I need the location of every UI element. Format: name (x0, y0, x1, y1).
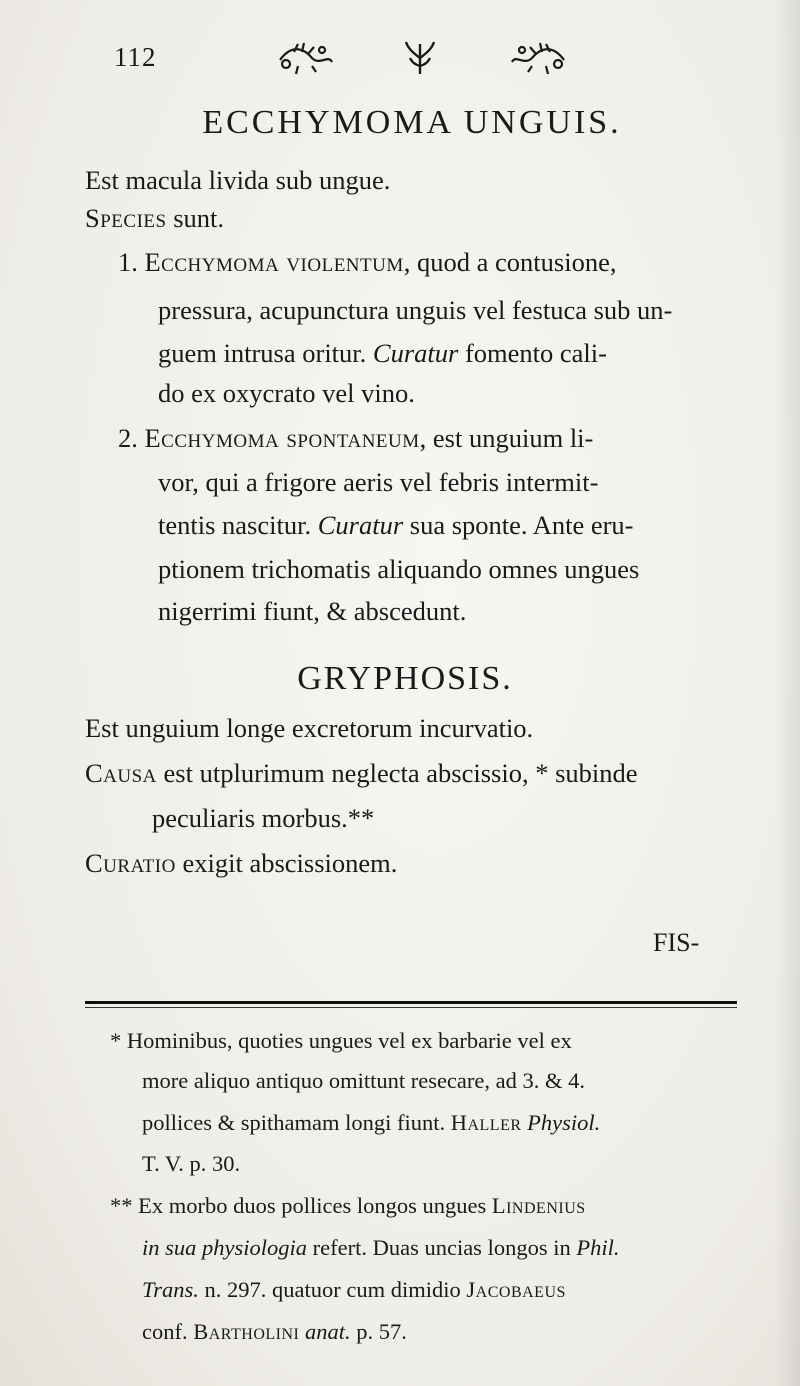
footnote2-author2: Jacobaeus (466, 1277, 566, 1302)
footnote2-line1 (110, 1195, 586, 1218)
item2-line5: nigerrimi fiunt, & abscedunt. (158, 596, 467, 626)
item2-number: 2. (118, 423, 138, 453)
footnote2-mark: ** (110, 1193, 133, 1218)
item2-line3-italic: Curatur (317, 510, 404, 540)
footnote1-mark: * (110, 1028, 122, 1053)
item1-line1 (118, 249, 616, 276)
causa-label: Causa (85, 758, 157, 788)
footnote1-author: Haller (450, 1110, 522, 1135)
sprig-ornament-icon (406, 42, 434, 74)
item1-number: 1. (118, 247, 138, 277)
floral-ornament-icon (280, 43, 332, 74)
footnote1-work: Physiol. (527, 1110, 601, 1135)
item2-line3 (158, 512, 634, 539)
floral-ornament-icon (512, 43, 564, 74)
item2-line3-b: sua sponte. Ante eru- (409, 510, 634, 540)
footnote1-line1 (110, 1030, 572, 1053)
footnote1-line4: T. V. p. 30. (142, 1151, 241, 1176)
causa-text: est utplurimum neglecta abscissio, * subinde (163, 758, 638, 788)
species-label: Species (85, 203, 167, 233)
footnote2-author: Lindenius (491, 1193, 586, 1218)
item2-line1-rest: , est unguium li- (419, 423, 594, 453)
section-title-ecchymoma: ECCHYMOMA UNGUIS. (202, 104, 622, 141)
item2-line1 (118, 425, 593, 452)
footnote2-line4-b: p. 57. (356, 1319, 407, 1344)
curatio-text: exigit abscissionem. (182, 848, 398, 878)
footnote2-trans: Trans. (142, 1277, 199, 1302)
item1-line2: pressura, acupunctura unguis vel festuca sub un- (158, 295, 673, 325)
footnote-rule (85, 1001, 737, 1004)
footnote-rule-thin (85, 1007, 737, 1008)
item2-name: Ecchymoma spontaneum (144, 423, 420, 453)
page-number: 112 (114, 42, 157, 72)
footnote1-line3-a: pollices & spithamam longi fiunt. (142, 1110, 446, 1135)
curatio-label: Curatio (85, 848, 176, 878)
footnote2-line2-text: refert. Duas uncias longos in (312, 1235, 571, 1260)
item1-line3-italic: Curatur (372, 338, 459, 368)
footnote2-anat: anat. (305, 1319, 351, 1344)
item2-line2: vor, qui a frigore aeris vel febris intermit- (158, 467, 599, 497)
footnote2-line4-a: conf. (142, 1319, 188, 1344)
footnote2-line1-text: Ex morbo duos pollices longos ungues (138, 1193, 487, 1218)
species-rest: sunt. (173, 203, 225, 233)
species-line (85, 205, 224, 232)
footnote1-line3 (142, 1112, 600, 1135)
footnote2-line2 (142, 1237, 619, 1260)
item1-line3-a: guem intrusa oritur. (158, 338, 367, 368)
item1-line3-b: fomento cali- (464, 338, 607, 368)
footnote2-work: in sua physiologia (142, 1235, 308, 1260)
causa-line2: peculiaris morbus.** (152, 803, 375, 833)
item1-line3 (158, 340, 607, 367)
footnote2-line3-text: n. 297. quatuor cum dimidio (204, 1277, 461, 1302)
item2-line3-a: tentis nascitur. (158, 510, 312, 540)
item2-line4: ptionem trichomatis aliquando omnes ungues (158, 554, 640, 584)
footnote2-line3 (142, 1279, 566, 1302)
gryphosis-definition: Est unguium longe excretorum incurvatio. (85, 713, 534, 743)
header-ornaments (272, 38, 572, 78)
causa-line (85, 760, 638, 787)
footnote2-journal: Phil. (576, 1235, 620, 1260)
footnote2-line4 (142, 1321, 407, 1344)
item1-name: Ecchymoma violentum (144, 247, 404, 277)
item1-line4: do ex oxycrato vel vino. (158, 378, 415, 408)
item1-line1-rest: , quod a contusione, (403, 247, 617, 277)
footnote1-line1-text: Hominibus, quoties ungues vel ex barbarie vel ex (126, 1028, 572, 1053)
footnote1-line2: more aliquo antiquo omittunt resecare, ad 3. & 4. (142, 1068, 586, 1093)
catchword: FIS- (653, 928, 700, 957)
section-title-gryphosis: GRYPHOSIS. (297, 660, 513, 697)
footnote2-author3: Bartholini (193, 1319, 300, 1344)
curatio-line (85, 850, 397, 877)
definition-line: Est macula livida sub ungue. (85, 165, 391, 195)
